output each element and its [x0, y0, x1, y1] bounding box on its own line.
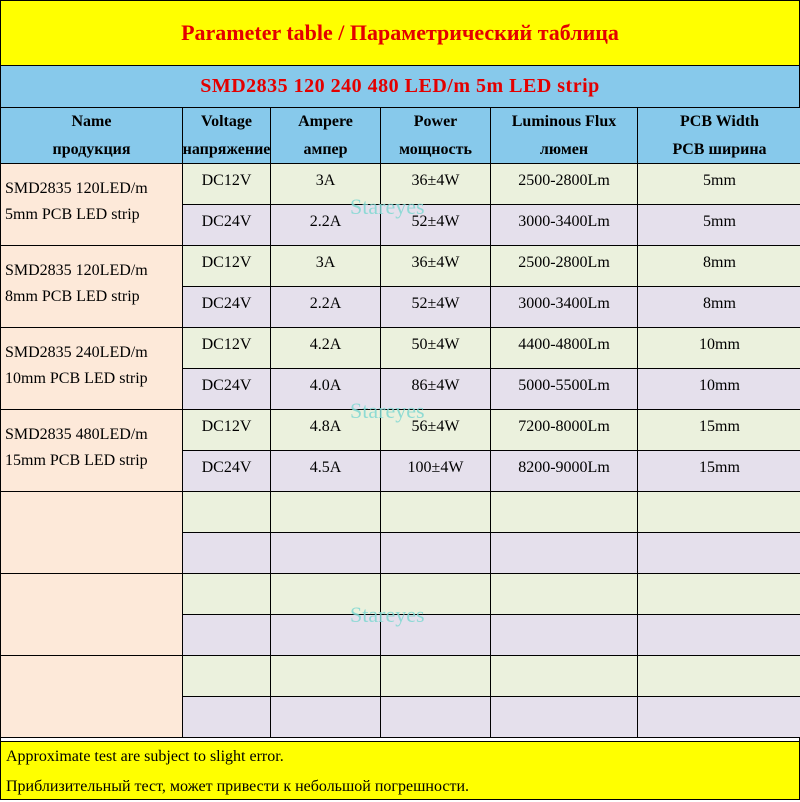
product-name-line2: 5mm PCB LED strip: [5, 206, 140, 223]
cell-ampere: 4.0A: [271, 369, 381, 410]
cell-width: 15mm: [638, 451, 800, 492]
product-name-line1: SMD2835 240LED/m: [5, 344, 148, 361]
blank-cell: [271, 574, 381, 615]
header-ampere: [271, 108, 381, 164]
blank-cell: [491, 492, 638, 533]
blank-cell: [271, 533, 381, 574]
header-flux-en: Luminous Flux: [511, 112, 617, 130]
blank-cell: [183, 656, 271, 697]
product-name-line2: 8mm PCB LED strip: [5, 288, 140, 305]
blank-cell: [381, 697, 491, 738]
blank-name-cell: [1, 656, 183, 738]
cell-ampere: 3A: [271, 164, 381, 205]
cell-voltage: DC12V: [183, 328, 271, 369]
cell-ampere: 2.2A: [271, 287, 381, 328]
footer-note-en: Approximate test are subject to slight error.: [6, 748, 284, 765]
cell-width: 10mm: [638, 369, 800, 410]
cell-voltage: DC12V: [183, 164, 271, 205]
footer-note: [0, 741, 800, 800]
blank-cell: [638, 574, 800, 615]
blank-cell: [381, 533, 491, 574]
blank-cell: [491, 574, 638, 615]
watermark: Stareyes: [350, 194, 425, 219]
cell-ampere: 4.2A: [271, 328, 381, 369]
header-voltage-ru: напряжение: [182, 140, 271, 158]
cell-voltage: DC24V: [183, 287, 271, 328]
cell-power: 86±4W: [381, 369, 491, 410]
header-power-en: Power: [413, 112, 458, 130]
product-name-line2: 15mm PCB LED strip: [5, 452, 148, 469]
cell-power: 36±4W: [381, 164, 491, 205]
blank-cell: [271, 492, 381, 533]
watermark: Stareyes: [350, 602, 425, 627]
product-name-line1: SMD2835 480LED/m: [5, 426, 148, 443]
footer-note-ru: Приблизительный тест, может привести к небольшой погрешности.: [6, 778, 470, 795]
header-pcb-width-ru: PCB ширина: [672, 140, 767, 158]
blank-name-cell: [1, 492, 183, 574]
header-flux-ru: люмен: [539, 140, 589, 158]
blank-cell: [271, 656, 381, 697]
blank-cell: [491, 656, 638, 697]
product-name: [1, 246, 183, 328]
header-voltage-en: Voltage: [201, 112, 252, 130]
blank-cell: [638, 533, 800, 574]
cell-width: 15mm: [638, 410, 800, 451]
cell-flux: 2500-2800Lm: [491, 246, 638, 287]
blank-cell: [183, 492, 271, 533]
table-subtitle: SMD2835 120 240 480 LED/m 5m LED strip: [0, 66, 800, 108]
product-name-line1: SMD2835 120LED/m: [5, 262, 148, 279]
blank-name-cell: [1, 574, 183, 656]
header-pcb-width: [638, 108, 800, 164]
product-name: [1, 328, 183, 410]
product-name: [1, 410, 183, 492]
cell-ampere: 4.5A: [271, 451, 381, 492]
blank-cell: [491, 533, 638, 574]
header-pcb-width-en: PCB Width: [680, 112, 759, 130]
blank-cell: [183, 615, 271, 656]
header-name: [1, 108, 183, 164]
blank-cell: [638, 656, 800, 697]
product-name-line2: 10mm PCB LED strip: [5, 370, 148, 387]
cell-flux: 5000-5500Lm: [491, 369, 638, 410]
parameter-table: [0, 108, 800, 741]
header-voltage: [183, 108, 271, 164]
cell-width: 10mm: [638, 328, 800, 369]
cell-voltage: DC24V: [183, 369, 271, 410]
cell-width: 8mm: [638, 287, 800, 328]
product-name-line1: SMD2835 120LED/m: [5, 180, 148, 197]
blank-cell: [638, 697, 800, 738]
blank-cell: [381, 615, 491, 656]
cell-flux: 3000-3400Lm: [491, 287, 638, 328]
cell-flux: 4400-4800Lm: [491, 328, 638, 369]
cell-power: 56±4W: [381, 410, 491, 451]
blank-cell: [491, 615, 638, 656]
cell-ampere: 3A: [271, 246, 381, 287]
header-ampere-en: Ampere: [298, 112, 353, 130]
header-power-ru: мощность: [399, 140, 472, 158]
blank-cell: [271, 697, 381, 738]
table-title: Parameter table / Параметрический таблица: [0, 0, 800, 66]
header-name-ru: продукция: [52, 140, 131, 158]
cell-flux: 8200-9000Lm: [491, 451, 638, 492]
product-name: [1, 164, 183, 246]
cell-flux: 3000-3400Lm: [491, 205, 638, 246]
header-power: [381, 108, 491, 164]
header-ampere-ru: ампер: [303, 140, 348, 158]
blank-cell: [381, 574, 491, 615]
watermark: Stareyes: [350, 398, 425, 423]
blank-cell: [381, 656, 491, 697]
cell-ampere: 4.8A: [271, 410, 381, 451]
cell-voltage: DC12V: [183, 246, 271, 287]
cell-voltage: DC24V: [183, 205, 271, 246]
blank-cell: [183, 574, 271, 615]
cell-voltage: DC12V: [183, 410, 271, 451]
blank-cell: [183, 533, 271, 574]
blank-cell: [638, 492, 800, 533]
blank-cell: [491, 697, 638, 738]
cell-power: 36±4W: [381, 246, 491, 287]
cell-width: 8mm: [638, 246, 800, 287]
cell-flux: 7200-8000Lm: [491, 410, 638, 451]
blank-cell: [381, 492, 491, 533]
blank-cell: [638, 615, 800, 656]
cell-power: 52±4W: [381, 205, 491, 246]
cell-ampere: 2.2A: [271, 205, 381, 246]
cell-power: 52±4W: [381, 287, 491, 328]
cell-width: 5mm: [638, 164, 800, 205]
cell-width: 5mm: [638, 205, 800, 246]
cell-voltage: DC24V: [183, 451, 271, 492]
cell-flux: 2500-2800Lm: [491, 164, 638, 205]
cell-power: 50±4W: [381, 328, 491, 369]
cell-power: 100±4W: [381, 451, 491, 492]
blank-cell: [271, 615, 381, 656]
header-name-en: Name: [71, 112, 112, 130]
header-flux: [491, 108, 638, 164]
blank-cell: [183, 697, 271, 738]
